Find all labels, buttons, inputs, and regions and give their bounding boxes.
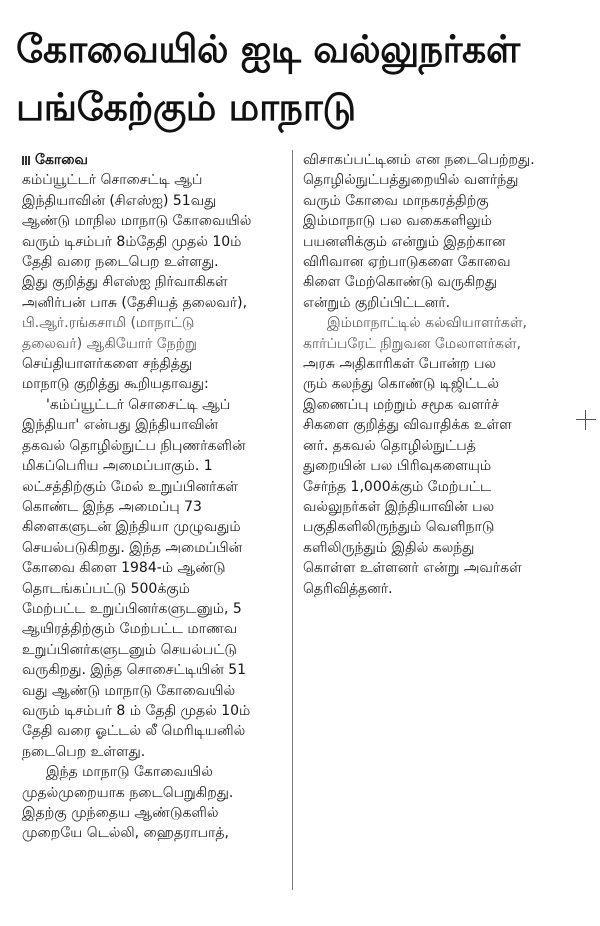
article-line: கிளை மேற்கொண்டு வருகிறது — [303, 274, 497, 291]
article-line: அனிர்பன் பாசு (தேசியத் தலைவர்), — [22, 294, 248, 311]
article-line: இந்தியாவின் (சிஎஸ்ஐ) 51வது — [22, 192, 217, 209]
article-line: வரும் டிசம்பர் 8ம்தேதி முதல் 10ம் — [22, 233, 242, 250]
headline-line-1: கோவையில் ஐடி வல்லுநர்கள் — [16, 27, 520, 71]
article-line: லட்சத்திற்கும் மேல் உறுப்பினர்கள் — [22, 478, 239, 495]
article-line: இந்த மாநாடு கோவையில் — [46, 764, 213, 781]
article-line: கோவை கிளை 1984-ம் ஆண்டு — [22, 560, 226, 577]
article-line: விசாகப்பட்டினம் என நடைபெற்றது. — [303, 152, 535, 168]
article-line: வது ஆண்டு மாநாடு கோவையில் — [22, 682, 236, 699]
article-line: விரிவான ஏற்பாடுகளை கோவை — [303, 254, 511, 271]
article-line: ஆயிரத்திற்கும் மேற்பட்ட மாணவ — [22, 621, 238, 638]
article-line: கார்ப்பரேட் நிறுவன மேலாளர்கள், — [303, 335, 522, 352]
column-divider — [292, 150, 293, 890]
dateline-bullet-icon — [22, 156, 31, 165]
article-line: களிலிருந்தும் இதில் கலந்து — [303, 539, 475, 556]
article-line: ரும் கலந்து கொண்டு டிஜிட்டல் — [303, 376, 500, 393]
dateline-text: கோவை — [35, 152, 88, 168]
article-line: பயனளிக்கும் என்றும் இதற்கான — [303, 233, 506, 250]
right-column — [303, 150, 565, 599]
article-line: 'கம்ப்யூட்டர் சொசைட்டி ஆப் — [46, 396, 231, 413]
article-line: மாநாடு குறித்து கூறியதாவது: — [22, 376, 209, 393]
article-line: தொடங்கப்பட்டு 500க்கும் — [22, 580, 190, 597]
article-line: முதல்முறையாக நடைபெறுகிறது. — [22, 784, 234, 801]
article-line: அரசு அதிகாரிகள் போன்ற பல — [303, 356, 497, 373]
article-line: இணைப்பு மற்றும் சமூக வளர்ச் — [303, 396, 499, 413]
dateline — [22, 150, 284, 170]
article-line: தலைவர்) ஆகியோர் நேற்று — [22, 335, 197, 352]
article-line: என்றும் குறிப்பிட்டனர். — [303, 294, 451, 311]
article-line: கிளைகளுடன் இந்தியா முழுவதும் — [22, 519, 241, 536]
article-line: மிகப்பெரிய அமைப்பாகும். 1 — [22, 458, 213, 475]
article-line: தெரிவித்தனர். — [303, 580, 393, 597]
article-line: ஆண்டு மாநில மாநாடு கோவையில் — [22, 213, 252, 230]
right-column-body — [303, 150, 565, 599]
article-line: நடைபெற உள்ளது. — [22, 743, 146, 760]
article-line: னர். தகவல் தொழில்நுட்பத் — [303, 437, 476, 454]
article-line: செயல்படுகிறது. இந்த அமைப்பின் — [22, 539, 243, 556]
article-line: மேற்பட்ட உறுப்பினர்களுடனும், 5 — [22, 600, 242, 617]
article-line: கொள்ள உள்ளனர் என்று அவர்கள் — [303, 560, 522, 577]
article-line: இதற்கு முந்தைய ஆண்டுகளில் — [22, 805, 219, 821]
article-line: கம்ப்யூட்டர் சொசைட்டி ஆப் — [22, 172, 203, 189]
article-line: சேர்ந்த 1,000க்கும் மேற்பட்ட — [303, 478, 492, 495]
article-line: சிகளை குறித்து விவாதிக்க உள்ள — [303, 417, 512, 434]
left-column-body — [22, 170, 284, 843]
article-line: தகவல் தொழில்நுட்ப நிபுணர்களின் — [22, 437, 246, 454]
article-line: வரும் கோவை மாநகரத்திற்கு — [303, 192, 489, 209]
crop-mark-icon — [576, 410, 596, 430]
left-column — [22, 150, 284, 844]
article-line: வருகிறது. இந்த சொசைட்டியின் 51 — [22, 662, 247, 679]
article-line: இந்தியா' என்பது இந்தியாவின் — [22, 417, 219, 434]
article-line: இம்மாநாடு பல வகைகளிலும் — [303, 213, 492, 230]
article-line: செய்தியாளர்களை சந்தித்து — [22, 356, 193, 373]
article-line: பி.ஆர்.ரங்கசாமி (மாநாட்டு — [22, 315, 195, 332]
article-line: இது குறித்து சிஎஸ்ஐ நிர்வாகிகள் — [22, 274, 228, 291]
article-line: இம்மாநாட்டில் கல்வியாளர்கள், — [327, 315, 527, 332]
article-line: பகுதிகளிலிருந்தும் வெளிநாடு — [303, 519, 495, 536]
headline-line-2: பங்கேற்கும் மாநாடு — [16, 85, 356, 129]
article-line: தேதி வரை நடைபெற உள்ளது. — [22, 254, 219, 271]
article-line: உறுப்பினர்களுடனும் செயல்பட்டு — [22, 641, 237, 658]
article-line: தொழில்நுட்பத்துறையில் வளர்ந்து — [303, 172, 519, 189]
article-line: கொண்ட இந்த அமைப்பு 73 — [22, 498, 202, 515]
article-line: தேதி வரை ஓட்டல் லீ மெரிடியனில் — [22, 723, 246, 740]
article-line: வரும் டிசம்பர் 8 ம் தேதி முதல் 10ம் — [22, 702, 251, 719]
headline — [16, 20, 586, 136]
article-line: துறையின் பல பிரிவுகளையும் — [303, 458, 492, 475]
article-line: வல்லுநர்கள் இந்தியாவின் பல — [303, 498, 495, 515]
article-line: முறையே டெல்லி, ஹைதராபாத், — [22, 825, 229, 842]
